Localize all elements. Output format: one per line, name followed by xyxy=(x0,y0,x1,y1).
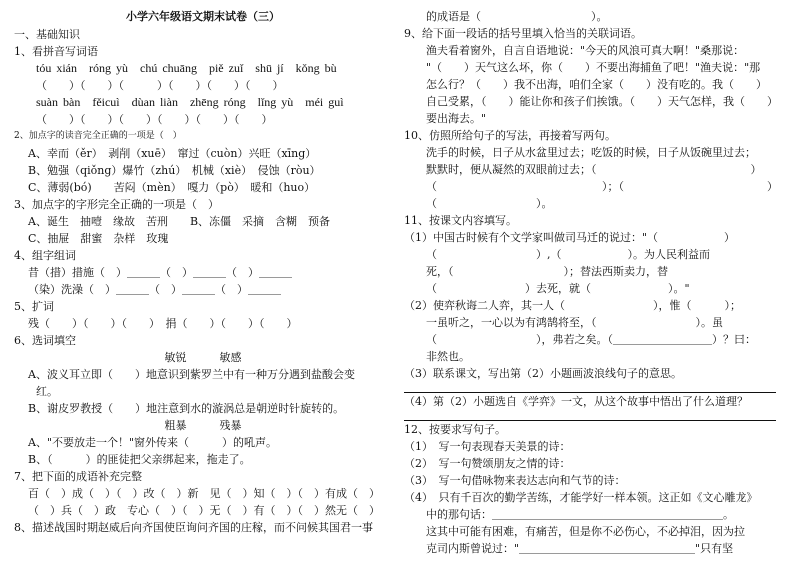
passage-10-line-4: （ ）。 xyxy=(426,197,553,210)
answer-line xyxy=(404,410,776,421)
question-5: 5、扩词 xyxy=(14,300,54,313)
item-12-4-line-2: 中的那句话：＿＿＿＿＿＿＿＿＿＿＿＿＿＿＿＿＿＿＿＿＿。 xyxy=(426,508,734,521)
item-11-1-line-2: （ ）,（ ）。为人民利益而 xyxy=(426,248,710,261)
pinyin-row-1: tóu xián róng yù chú chuāng piě zuǐ shū jí kǒng bù xyxy=(36,61,337,75)
item-11-2-line-2: 一虽听之，一心以为有鸿鹄将至，（ ）。虽 xyxy=(426,316,723,329)
answer-row-1: （ ）（ ）（ ）（ ）（ ）（ ） xyxy=(36,79,284,92)
item-11-1: （1）中国古时候有个文学家叫做司马迁的说过："（ ） xyxy=(404,231,736,244)
passage-10-line-2: 默默时，便从凝然的双眼前过去；（ ） xyxy=(426,163,762,176)
passage-10-line-3: （ ）；（ ） xyxy=(426,180,778,193)
question-6: 6、选词填空 xyxy=(14,334,76,347)
idiom-row-2: （ ）兵（ ）政 专心（ ）（ ）无（ ）有（ ）（ ）然无（ ） xyxy=(28,504,380,517)
item-12-2: （2） 写一句赞颂朋友之情的诗： xyxy=(404,457,571,470)
item-11-1-line-4: （ ）去死，就（ ）。" xyxy=(426,282,690,295)
option-2a: A、幸而（ěr） 剥削（xuē） 窜过（cuòn）兴旺（xīng） xyxy=(28,147,317,160)
answer-row-2: （ ）（ ）（ ）（ ）（ ）（ ） xyxy=(36,113,273,126)
question-1: 1、看拼音写词语 xyxy=(14,45,98,58)
question-12: 12、按要求写句子。 xyxy=(404,423,506,436)
sentence-6d: B、（ ）的匪徒把父亲绑起来，拖走了。 xyxy=(28,453,251,466)
question-11: 11、按课文内容填写。 xyxy=(404,214,517,227)
item-11-2-line-4: 非然也。 xyxy=(426,350,470,363)
passage-9-line-2: "（ ）天气这么坏，你（ ）不要出海捕鱼了吧！"渔夫说："那 xyxy=(426,61,761,74)
item-11-4: （4）第（2）小题选自《学弈》一文，从这个故事中悟出了什么道理？ xyxy=(404,395,748,408)
sentence-6a-cont: 红。 xyxy=(36,385,58,398)
left-column xyxy=(14,8,392,536)
item-12-3: （3） 写一句借咏物来表达志向和气节的诗： xyxy=(404,474,626,487)
word-choice-2: 粗暴 残暴 xyxy=(164,419,242,432)
sentence-6b: B、谢皮罗教授（ ）地注意到水的漩涡总是朝逆时针旋转的。 xyxy=(28,402,345,415)
expand-words-row: 残（ ）（ ）（ ） 捐（ ）（ ）（ ） xyxy=(28,317,298,330)
question-8-cont: 的成语是（ ）。 xyxy=(426,10,608,23)
passage-9-line-5: 要出海去。" xyxy=(426,112,487,125)
word-group-row-2: （染）洗澡（ ）＿＿＿（ ）＿＿＿（ ）＿＿＿ xyxy=(28,283,281,296)
item-11-3: （3）联系课文，写出第（2）小题画波浪线句子的意思。 xyxy=(404,367,682,380)
item-12-4: （4） 只有千百次的勤学苦练，才能学好一样本领。这正如《文心雕龙》 xyxy=(404,491,758,504)
question-2: 2、加点字的读音完全正确的一项是（ ） xyxy=(14,131,182,141)
item-12-4-line-4: 克司内斯曾说过："＿＿＿＿＿＿＿＿＿＿＿＿＿＿＿＿"只有坚 xyxy=(426,542,734,555)
section-heading: 一、基础知识 xyxy=(14,28,80,41)
page-title: 小学六年级语文期末试卷（三） xyxy=(126,10,280,23)
word-group-row-1: 昔（措）措施（ ）＿＿＿（ ）＿＿＿（ ）＿＿＿ xyxy=(28,266,292,279)
right-column xyxy=(404,8,780,557)
item-11-1-line-3: 死，（ ）；替法西斯卖力，替 xyxy=(426,265,668,278)
option-3ab: A、诞生 抽噎 缘故 苦刑 B、冻僵 采摘 含糊 预备 xyxy=(28,215,331,228)
passage-9-line-4: 自己受累，（ ）能让你和孩子们挨饿。（ ）天气怎样，我（ ） xyxy=(426,95,778,108)
option-2c: C、薄弱(bó) 苦闷（mèn） 嘎力（pò） 暖和（huo） xyxy=(28,181,316,194)
pinyin-row-2: suàn bàn fěicuì dùan liàn zhēng róng lǐng yù méi guì xyxy=(36,95,344,109)
question-8: 8、描述战国时期赵威后向齐国使臣询问齐国的庄稼，而不问候其国君一事 xyxy=(14,521,373,534)
option-3c: C、抽屉 甜蜜 杂样 玫瑰 xyxy=(28,232,169,245)
question-9: 9、给下面一段话的括号里填入恰当的关联词语。 xyxy=(404,27,642,40)
option-2b: B、勉强（qiǒng）爆竹（zhú） 机械（xiè） 侵蚀（ròu） xyxy=(28,164,321,177)
answer-line xyxy=(404,382,776,393)
sentence-6c: A、"不要放走一个！"窗外传来（ ）的吼声。 xyxy=(28,436,278,449)
question-4: 4、组字组词 xyxy=(14,249,76,262)
item-12-1: （1） 写一句表现春天美景的诗： xyxy=(404,440,571,453)
idiom-row-1: 百（ ）成（ ）（ ）改（ ）新 见（ ）知（ ）（ ）有成（ ） xyxy=(28,487,380,500)
item-11-2-line-3: （ ），弗若之矣。（＿＿＿＿＿＿＿＿＿）？曰： xyxy=(426,333,756,346)
item-12-4-line-3: 这其中可能有困难，有痛苦，但是你不必伤心，不必掉泪，因为拉 xyxy=(426,525,745,538)
passage-9-line-1: 渔夫看着窗外，自言自语地说："今天的风浪可真大啊！"桑那说： xyxy=(426,44,745,57)
question-7: 7、把下面的成语补充完整 xyxy=(14,470,142,483)
question-3: 3、加点字的字形完全正确的一项是（ ） xyxy=(14,198,219,211)
question-10: 10、仿照所给句子的写法，再接着写两句。 xyxy=(404,129,616,142)
word-choice-1: 敏锐 敏感 xyxy=(164,351,242,364)
sentence-6a: A、波义耳立即（ ）地意识到紫罗兰中有一种万分遇到盐酸会变 xyxy=(28,368,355,381)
passage-9-line-3: 怎么行？（ ）我不出海，咱们全家（ ）没有吃的。我（ ） xyxy=(426,78,767,91)
item-11-2: （2）使弈秋诲二人弈，其一人（ ），惟（ ）； xyxy=(404,299,741,312)
passage-10-line-1: 洗手的时候，日子从水盆里过去；吃饭的时候，日子从饭碗里过去； xyxy=(426,146,756,159)
